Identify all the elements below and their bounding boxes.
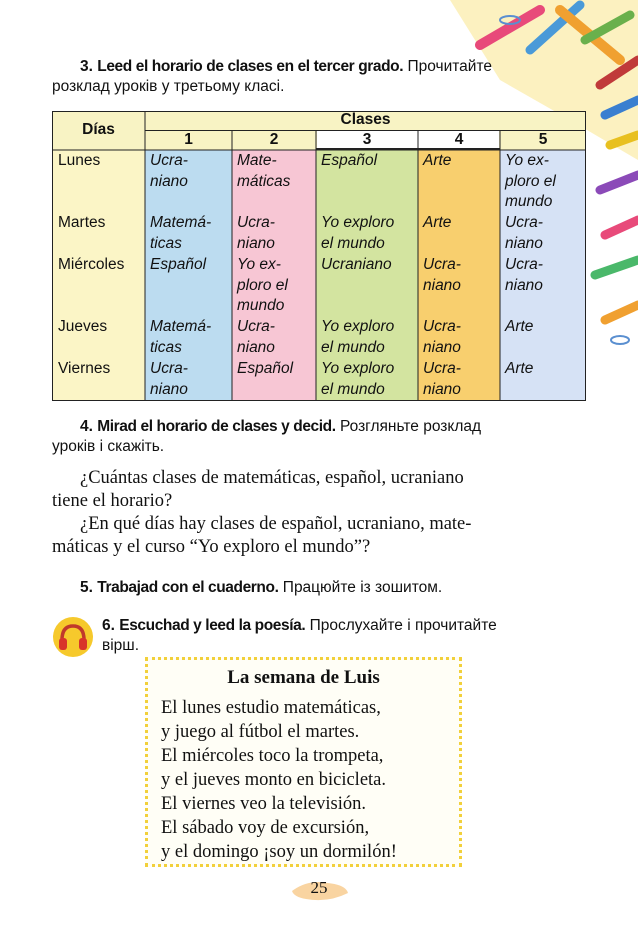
task-4-heading-line2: уроків і скажіть. <box>52 438 165 455</box>
poem-line: El miércoles toco la trompeta, <box>161 746 384 766</box>
task-3-heading: 3. Leed el horario de clases en el tercer grado. Прочитайте <box>80 58 493 75</box>
cell-line: Arte <box>423 152 452 169</box>
table-cell <box>505 255 585 296</box>
cell-line: Español <box>150 256 207 273</box>
cell-line: máticas <box>237 172 291 190</box>
task-5-heading: 5. Trabajad con el cuaderno. Працюйте із зошитом. <box>80 579 443 596</box>
cell-line: Ucraniano <box>321 256 392 273</box>
cell-line: niano <box>505 234 543 252</box>
table-cell <box>150 359 231 400</box>
day-label-2: Martes <box>58 214 106 231</box>
cell-line: Ucra- <box>505 214 543 231</box>
table-cell <box>150 151 231 192</box>
table-cell <box>505 213 585 254</box>
table-cell <box>321 359 417 400</box>
cell-line: Matemá- <box>150 214 212 231</box>
column-number-4: 4 <box>454 131 464 148</box>
table-cell <box>237 213 315 254</box>
cell-line: Arte <box>423 214 452 231</box>
poem-line: El lunes estudio matemáticas, <box>161 698 381 718</box>
day-label-5: Viernes <box>58 360 111 377</box>
cell-line: niano <box>237 234 275 252</box>
page-number: 25 <box>310 878 328 897</box>
cell-line: Matemá- <box>150 318 212 335</box>
poem-line: y juego al fútbol el martes. <box>161 722 360 742</box>
cell-line: el mundo <box>321 234 385 252</box>
poem-line: y el jueves monto en bicicleta. <box>161 770 387 790</box>
cell-line: niano <box>423 380 461 398</box>
cell-line: Ucra- <box>150 152 188 169</box>
cell-line: Ucra- <box>237 214 275 231</box>
table-cell <box>321 151 417 172</box>
task-3-spanish: Leed el horario de clases en el tercer grado. <box>97 58 404 75</box>
poem-box <box>145 657 462 867</box>
cell-line: ploro el <box>237 276 288 294</box>
cell-line: Yo ex- <box>237 256 281 273</box>
task-6-heading: 6. Escuchad y leed la poesía. Прослухайте і прочитайте <box>102 617 497 634</box>
table-cell <box>150 255 231 276</box>
cell-line: Ucra- <box>505 256 543 273</box>
task-3-heading-line2: розклад уроків у третьому класі. <box>52 78 285 95</box>
cell-line: mundo <box>237 297 285 314</box>
poem-line: y el domingo ¡soy un dormilón! <box>161 842 397 862</box>
task-4-heading: 4. Mirad el horario de clases y decid. Розгляньте розклад <box>80 418 482 435</box>
column-number-2: 2 <box>269 131 279 148</box>
question-2: ¿En qué días hay clases de español, ucraniano, mate- máticas y el curso “Yo exploro el mundo”? <box>52 514 472 557</box>
table-cell <box>423 255 499 296</box>
days-header: Días <box>82 121 115 138</box>
cell-line: Español <box>237 360 294 377</box>
poem-line: El viernes veo la televisión. <box>161 794 366 814</box>
cell-line: ticas <box>150 338 182 356</box>
table-cell <box>237 359 315 380</box>
cell-line: Arte <box>505 360 534 377</box>
table-cell <box>150 213 231 254</box>
cell-line: niano <box>505 276 543 294</box>
question-1: ¿Cuántas clases de matemáticas, español, ucraniano tiene el horario? <box>52 468 464 511</box>
cell-line: Mate- <box>237 152 277 169</box>
cell-line: niano <box>423 276 461 294</box>
cell-line: niano <box>150 380 188 398</box>
table-cell <box>150 317 231 358</box>
timetable <box>52 111 586 401</box>
table-cell <box>423 213 499 234</box>
cell-line: ploro el <box>505 172 556 190</box>
poem-line: El sábado voy de excursión, <box>161 818 370 838</box>
cell-line: Ucra- <box>150 360 188 377</box>
cell-line: Yo exploro <box>321 318 395 335</box>
day-label-4: Jueves <box>58 318 108 335</box>
task-6-heading-line2: вірш. <box>102 637 140 654</box>
cell-line: niano <box>150 172 188 190</box>
headphones-icon <box>52 616 94 658</box>
cell-line: el mundo <box>321 338 385 356</box>
day-label-1: Lunes <box>58 152 101 169</box>
table-cell <box>505 317 585 338</box>
day-label-3: Miércoles <box>58 256 125 273</box>
table-cell <box>321 317 417 358</box>
table-cell <box>505 359 585 380</box>
cell-line: el mundo <box>321 380 385 398</box>
cell-line: Arte <box>505 318 534 335</box>
table-cell <box>237 151 315 192</box>
table-cell <box>505 151 585 213</box>
table-cell <box>423 151 499 172</box>
cell-line: Yo exploro <box>321 360 395 377</box>
column-number-3: 3 <box>362 131 372 148</box>
poem-title: La semana de Luis <box>227 667 380 688</box>
table-cell <box>321 213 417 254</box>
cell-line: niano <box>423 338 461 356</box>
table-cell <box>423 359 499 400</box>
cell-line: ticas <box>150 234 182 252</box>
table-cell <box>321 255 417 276</box>
column-number-1: 1 <box>184 131 193 148</box>
task-3-ukrainian: Прочитайте <box>407 58 493 75</box>
cell-line: Yo exploro <box>321 214 395 231</box>
cell-line: Español <box>321 152 378 169</box>
table-cell <box>237 317 315 358</box>
table-cell <box>237 255 315 317</box>
cell-line: Ucra- <box>423 256 461 273</box>
cell-line: mundo <box>505 193 553 210</box>
column-number-5: 5 <box>538 131 548 148</box>
cell-line: Ucra- <box>237 318 275 335</box>
table-cell <box>423 317 499 358</box>
clases-header: Clases <box>340 111 391 128</box>
cell-line: Yo ex- <box>505 152 549 169</box>
cell-line: niano <box>237 338 275 356</box>
cell-line: Ucra- <box>423 360 461 377</box>
cell-line: Ucra- <box>423 318 461 335</box>
